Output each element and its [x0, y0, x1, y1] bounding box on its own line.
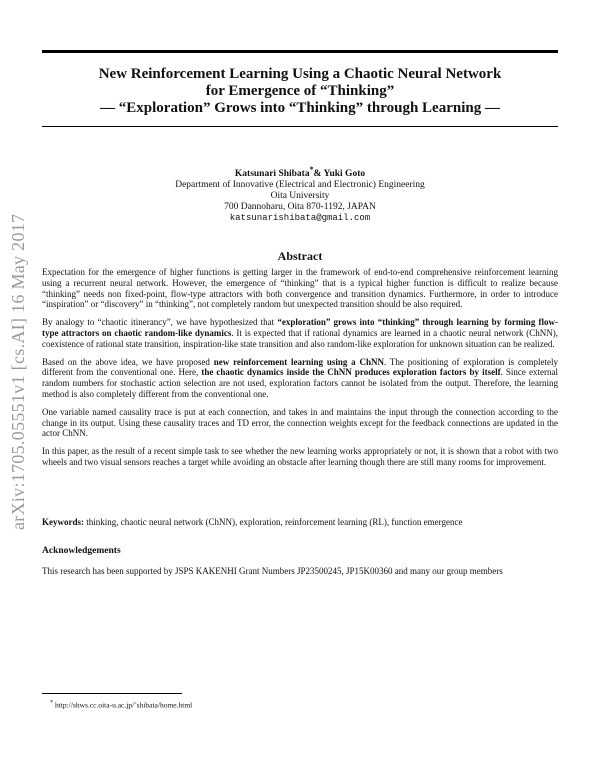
footnote-rule: [42, 693, 182, 694]
author-footnote-mark: *: [309, 165, 314, 174]
author-names: [42, 164, 558, 180]
abstract-p2-text-2: . It is expected that if rational dynamics are learned in a chaotic neural network (ChNN), coexistence of rational state transition, inspiration-like state transition and also random-like exploration for unknown situation can be realized.: [42, 327, 558, 349]
author-1: Katsunari Shibata: [234, 169, 310, 180]
title-line-3: — “Exploration” Grows into “Thinking” through Learning —: [100, 100, 500, 116]
abstract-p3-text: Based on the above idea, we have proposed: [42, 356, 214, 367]
author-university: Oita University: [270, 191, 330, 202]
abstract-paragraph-4: One variable named causality trace is put at each connection, and takes in and maintains the input through the connection according to the change in its output. Using these causality traces and TD error, the connection weights except for the feedback connections are updated in the actor ChNN.: [42, 406, 558, 439]
paper-title: [42, 66, 558, 117]
abstract-p2-bold: “exploration” grows into “thinking” through learning by forming flow-type attractors on chaotic random-like dynamics: [42, 317, 558, 338]
keywords-text: thinking, chaotic neural network (ChNN), exploration, reinforcement learning (RL), function emergence: [84, 517, 463, 527]
author-email: katsunarishibata@gmail.com: [229, 213, 371, 224]
title-line-2: for Emergence of “Thinking”: [205, 83, 395, 99]
footnote-url: http://shws.cc.oita-u.ac.jp/˜shibata/home.html: [53, 700, 193, 710]
keywords-label: Keywords:: [42, 517, 84, 527]
title-bottom-rule: [42, 126, 558, 127]
abstract-paragraph-5: In this paper, as the result of a recent simple task to see whether the new learning works appropriately or not, it is shown that a robot with two wheels and two visual sensors reaches a target while avoiding an obstacle after learning though there are still many rooms for improvement.: [42, 446, 558, 467]
footnote: [50, 699, 192, 710]
abstract-paragraph-2: [42, 317, 558, 349]
abstract-p3-bold-2: the chaotic dynamics inside the ChNN produces exploration factors by itself: [201, 367, 501, 378]
acknowledgements-heading: Acknowledgements: [42, 546, 121, 556]
abstract-heading: Abstract: [277, 249, 323, 263]
author-department: Department of Innovative (Electrical and Electronic) Engineering: [175, 180, 425, 191]
abstract-p2-text: By analogy to “chaotic itinerancy”, we have hypothesized that: [42, 317, 278, 328]
abstract-p3-text-2: . The positioning of exploration is completely different from the conventional one. Here,: [42, 356, 558, 378]
author-2: & Yuki Goto: [313, 169, 366, 180]
author-block: [42, 164, 558, 224]
abstract-p3-bold: new reinforcement learning using a ChNN: [213, 356, 385, 367]
acknowledgements-text: This research has been supported by JSPS KAKENHI Grant Numbers JP23500245, JP15K00360 and many our group members: [42, 566, 503, 576]
title-line-1: New Reinforcement Learning Using a Chaotic Neural Network: [98, 66, 502, 82]
abstract-body: [42, 267, 558, 475]
title-top-rule: [42, 50, 558, 53]
abstract-p3-text-3: . Since external random numbers for stochastic action selection are not used, exploration factors cannot be isolated from the output. Therefore, the learning method is also completely different from the conventional one.: [42, 367, 558, 399]
abstract-paragraph-3: [42, 357, 558, 400]
footnote-mark: *: [50, 699, 54, 706]
author-address: 700 Dannoharu, Oita 870-1192, JAPAN: [224, 202, 376, 213]
abstract-paragraph-1: Expectation for the emergence of higher functions is getting larger in the framework of end-to-end comprehensive reinforcement learning using a recurrent neural network. However, the emergence of “thinking” that is a typical higher function is difficult to realize because “thinking” needs non fixed-point, flow-type attractors with both convergence and transition dynamics. Furthermore, in order to introduce “inspiration” or “discovery” in “thinking”, not completely random but unexpected transition should be also required.: [42, 267, 558, 310]
arxiv-stamp: arXiv:1705.05551v1 [cs.AI] 16 May 2017: [8, 213, 28, 530]
keywords: [42, 517, 558, 527]
